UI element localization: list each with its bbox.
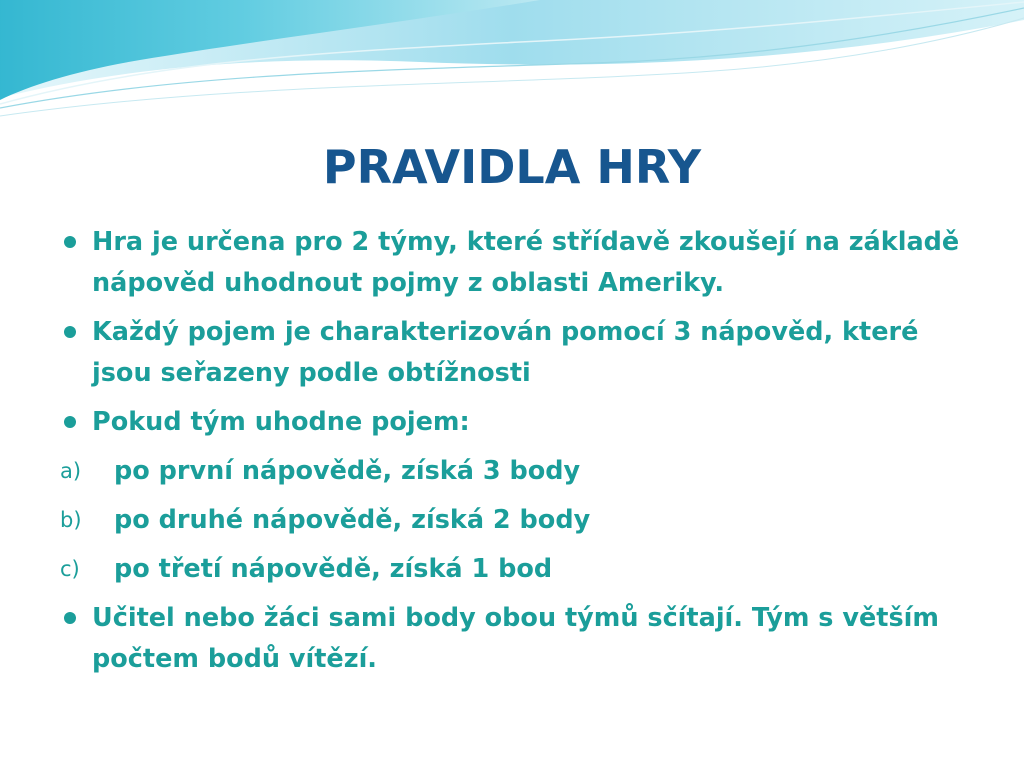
rules-list — [60, 222, 980, 688]
list-marker: a) — [60, 459, 82, 483]
list-item-text: po první nápovědě, získá 3 body — [114, 456, 581, 486]
list-item-text: Každý pojem je charakterizován pomocí 3 nápověd, které jsou seřazeny podle obtížnosti — [92, 317, 919, 388]
list-item — [60, 222, 980, 304]
list-item — [60, 451, 980, 492]
bullet-icon — [64, 416, 76, 428]
list-item-text: Hra je určena pro 2 týmy, které střídavě zkoušejí na základě nápověd uhodnout pojmy z oblasti Ameriky. — [92, 227, 960, 298]
bullet-icon — [64, 236, 76, 248]
list-item-text: po druhé nápovědě, získá 2 body — [114, 505, 591, 535]
bullet-icon — [64, 612, 76, 624]
list-item-text: Učitel nebo žáci sami body obou týmů sčítají. Tým s větším počtem bodů vítězí. — [92, 603, 939, 674]
list-item — [60, 500, 980, 541]
list-marker: c) — [60, 557, 80, 581]
list-item-text: po třetí nápovědě, získá 1 bod — [114, 554, 553, 584]
list-item — [60, 598, 980, 680]
list-item — [60, 549, 980, 590]
decorative-wave-header — [0, 0, 1024, 130]
list-marker: b) — [60, 508, 82, 532]
bullet-icon — [64, 326, 76, 338]
slide-title: PRAVIDLA HRY — [322, 140, 702, 194]
list-item-text: Pokud tým uhodne pojem: — [92, 407, 470, 437]
list-item — [60, 402, 980, 443]
list-item — [60, 312, 980, 394]
